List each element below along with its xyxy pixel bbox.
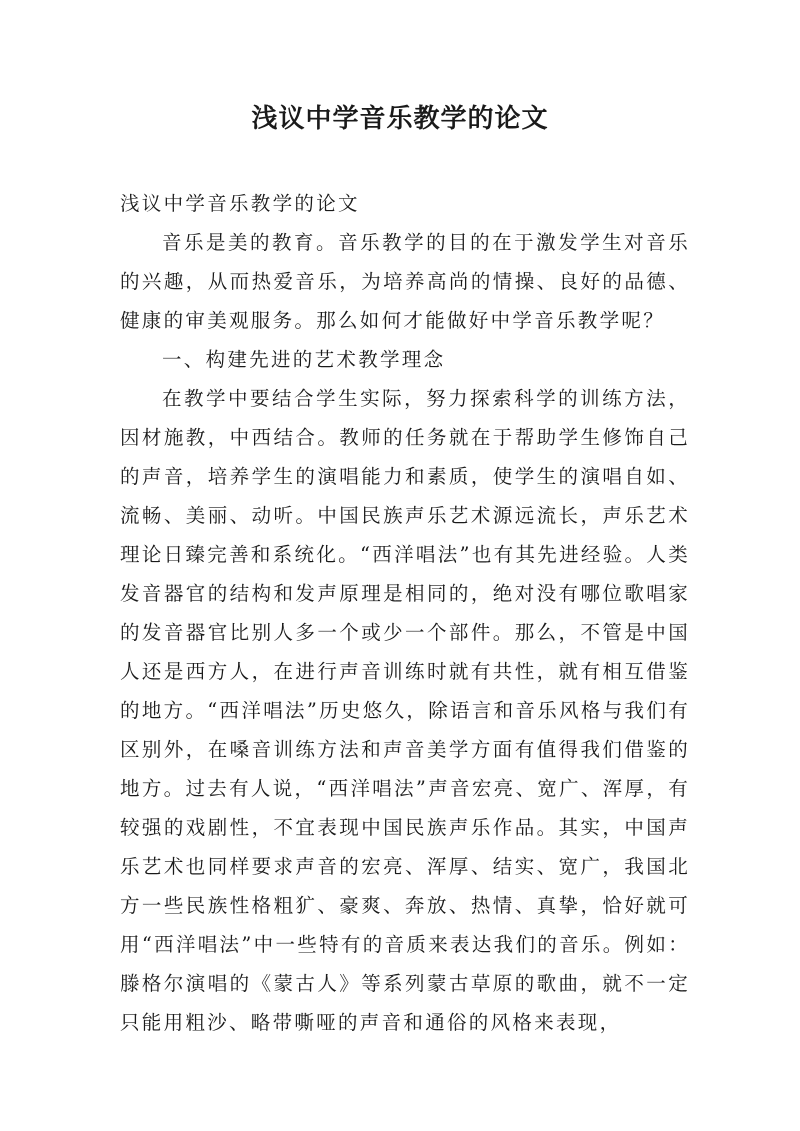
paragraph-body: 在教学中要结合学生实际，努力探索科学的训练方法，因材施教，中西结合。教师的任务就在于帮助学生修饰自己的声音，培养学生的演唱能力和素质，使学生的演唱自如、流畅、美丽、动听。中国民族声乐艺术源远流长，声乐艺术理论日臻完善和系统化。“西洋唱法”也有其先进经验。人类发音器官的结构和发声原理是相同的，绝对没有哪位歌唱家的发音器官比别人多一个或少一个部件。那么，不管是中国人还是西方人，在进行声音训练时就有共性，就有相互借鉴的地方。“西洋唱法”历史悠久，除语言和音乐风格与我们有区别外，在嗓音训练方法和声音美学方面有值得我们借鉴的地方。过去有人说，“西洋唱法”声音宏亮、宽广、浑厚，有较强的戏剧性，不宜表现中国民族声乐作品。其实，中国声乐艺术也同样要求声音的宏亮、浑厚、结实、宽广，我国北方一些民族性格粗犷、豪爽、奔放、热情、真挚，恰好就可用“西洋唱法”中一些特有的音质来表达我们的音乐。例如：滕格尔演唱的《蒙古人》等系列蒙古草原的歌曲，就不一定只能用粗沙、略带嘶哑的声音和通俗的风格来表现，: [120, 387, 690, 1034]
document-body: [120, 184, 690, 1042]
document-subtitle: 浅议中学音乐教学的论文: [120, 192, 360, 215]
document-title: 浅议中学音乐教学的论文: [251, 104, 549, 134]
section-heading: 一、构建先进的艺术教学理念: [162, 348, 446, 371]
paragraph-intro: 音乐是美的教育。音乐教学的目的在于激发学生对音乐的兴趣，从而热爱音乐，为培养高尚的情操、良好的品德、健康的审美观服务。那么如何才能做好中学音乐教学呢？: [120, 231, 690, 332]
